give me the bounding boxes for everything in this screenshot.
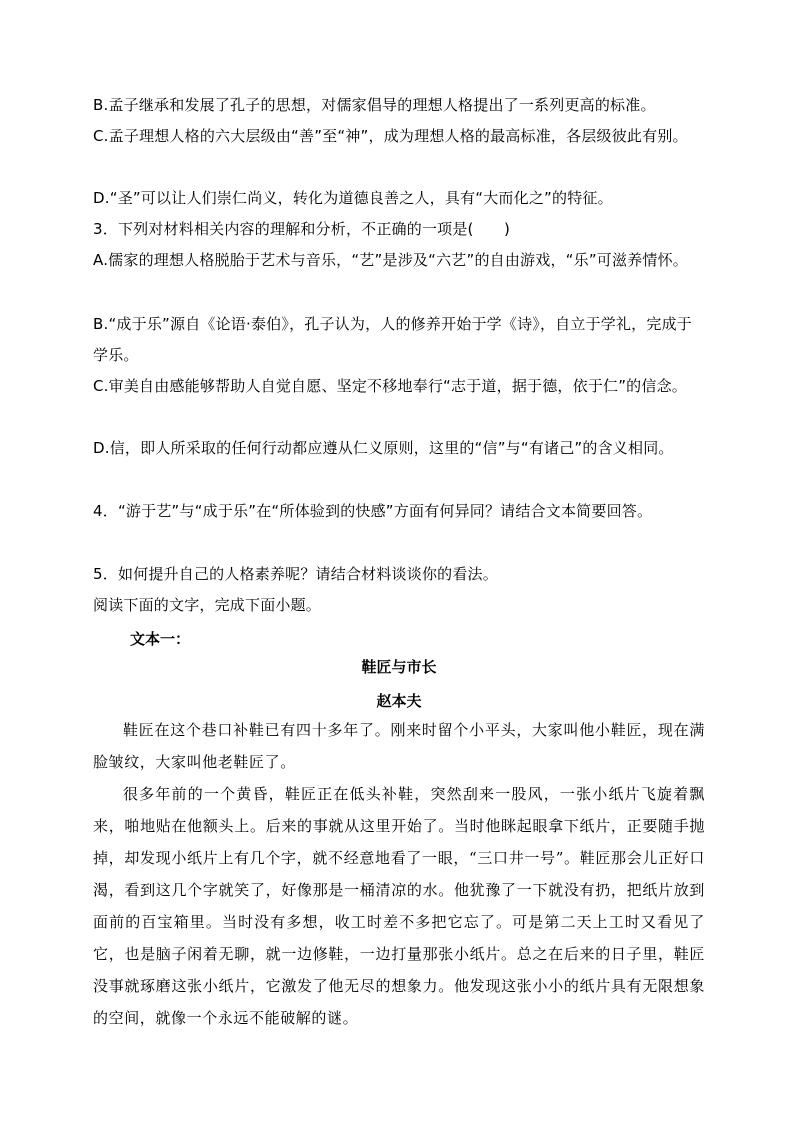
- story-paragraph-1: 鞋匠在这个巷口补鞋已有四十多年了。刚来时留个小平头，大家叫他小鞋匠，现在满脸皱纹，大家叫他老鞋匠了。: [93, 721, 705, 771]
- question-3: 3．下列对材料相关内容的理解和分析，不正确的一项是( ): [93, 220, 511, 238]
- option-c: C.孟子理想人格的六大层级由“善”至“神”，成为理想人格的最高标准，各层级彼此有别。: [93, 127, 688, 145]
- question-3-option-d: D.信，即人所采取的任何行动都应遵从仁义原则，这里的“信”与“有诸己”的含义相同。: [93, 439, 674, 457]
- reading-instruction: 阅读下面的文字，完成下面小题。: [93, 596, 322, 614]
- option-d: D.“圣”可以让人们崇仁尚义，转化为道德良善之人，具有“大而化之”的特征。: [93, 189, 613, 207]
- question-3-option-c: C.审美自由感能够帮助人自觉自愿、坚定不移地奉行“志于道，据于德，依于仁”的信念。: [93, 377, 687, 395]
- text-label: 文本一：: [130, 630, 191, 648]
- story-title: 鞋匠与市长: [361, 658, 437, 676]
- option-b: B.孟子继承和发展了孔子的思想，对儒家倡导的理想人格提出了一系列更高的标准。: [93, 96, 656, 114]
- question-5: 5．如何提升自己的人格素养呢？请结合材料谈谈你的看法。: [93, 565, 498, 583]
- question-3-option-b: B.“成于乐”源自《论语·泰伯》，孔子认为，人的修养开始于学《诗》，自立于学礼，完成于学乐。: [93, 315, 692, 364]
- question-4: 4．“游于艺”与“成于乐”在“所体验到的快感”方面有何异同？请结合文本简要回答。: [93, 502, 653, 520]
- story-author: 赵本夫: [376, 692, 422, 710]
- story-paragraph-2: 很多年前的一个黄昏，鞋匠正在低头补鞋，突然刮来一股风，一张小纸片飞旋着飘来，啪地贴在他额头上。后来的事就从这里开始了。当时他眯起眼拿下纸片，正要随手抛掉，却发现小纸片上有几个字，就不经意地看了一眼，“三口井一号”。鞋匠那会儿正好口渴，看到这几个字就笑了，好像那是一桶清凉的水。他犹豫了一下就没有扔，把纸片放到面前的百宝箱里。当时没有多想，收工时差不多把它忘了。可是第二天上工时又看见了它，也是脑子闲着无聊，就一边修鞋，一边打量那张小纸片。总之在后来的日子里，鞋匠没事就琢磨这张小纸片，它激发了他无尽的想象力。他发现这张小小的纸片具有无限想象的空间，就像一个永远不能破解的谜。: [93, 785, 705, 1027]
- question-3-option-a: A.儒家的理想人格脱胎于艺术与音乐，“艺”是涉及“六艺”的自由游戏，“乐”可滋养情怀。: [93, 251, 688, 269]
